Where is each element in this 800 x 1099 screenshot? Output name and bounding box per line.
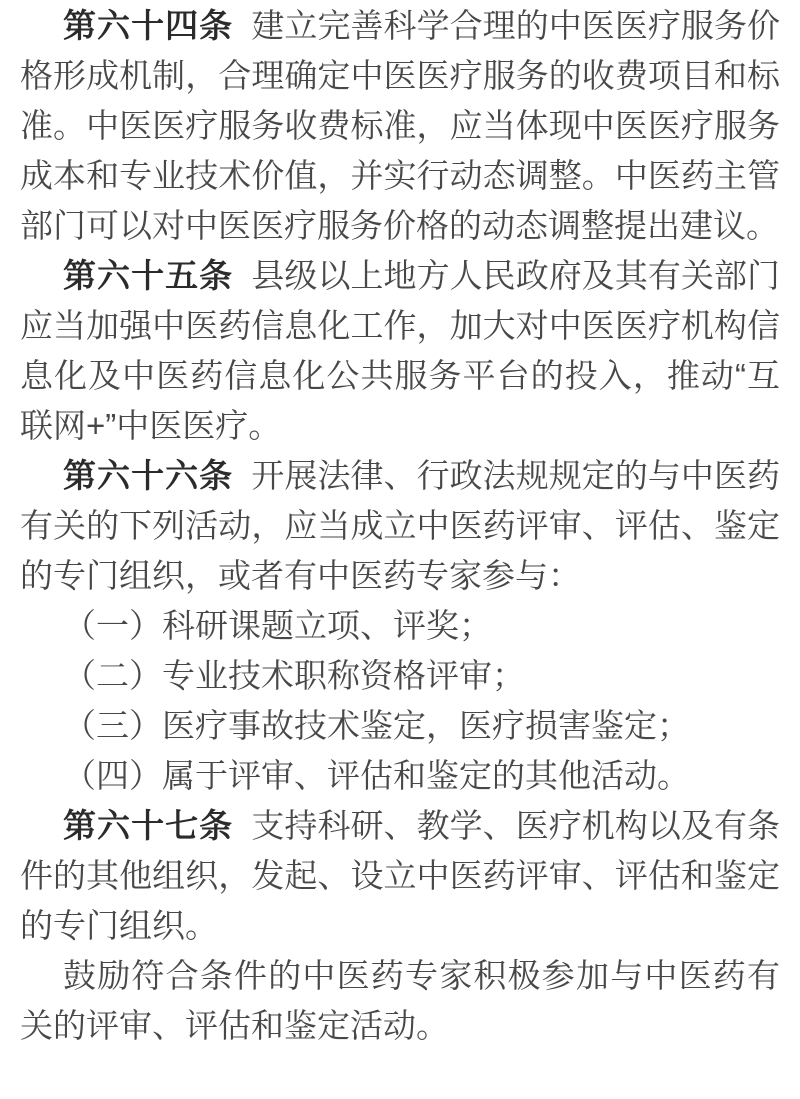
- list-item-4: [20, 751, 780, 801]
- closing-paragraph: [20, 951, 780, 1051]
- article-number: 第六十四条: [63, 7, 234, 44]
- list-item-text: （三）医疗事故技术鉴定，医疗损害鉴定；: [63, 707, 690, 744]
- paragraph-text: 鼓励符合条件的中医药专家积极参加与中医药有关的评审、评估和鉴定活动。: [20, 957, 780, 1044]
- article-body-text: 县级以上地方人民政府及其有关部门应当加强中医药信息化工作，加大对中医医疗机构信息化及中医药信息化公共服务平台的投入，推动“互联网+”中医医疗。: [20, 257, 781, 444]
- article-body-text: 开展法律、行政法规规定的与中医药有关的下列活动，应当成立中医药评审、评估、鉴定的专门组织，或者有中医药专家参与：: [20, 457, 781, 594]
- list-item-text: （二）专业技术职称资格评审；: [63, 657, 525, 694]
- article-paragraph-66: [20, 451, 780, 601]
- article-paragraph-67: [20, 801, 780, 951]
- article-number: 第六十五条: [63, 257, 234, 294]
- list-item-3: [20, 701, 780, 751]
- article-number: 第六十六条: [63, 457, 234, 494]
- article-number: 第六十七条: [63, 807, 234, 844]
- list-item-text: （一）科研课题立项、评奖；: [63, 607, 492, 644]
- list-item-1: [20, 601, 780, 651]
- list-item-2: [20, 651, 780, 701]
- article-paragraph-65: [20, 251, 780, 451]
- article-body-text: 建立完善科学合理的中医医疗服务价格形成机制，合理确定中医医疗服务的收费项目和标准。中医医疗服务收费标准，应当体现中医医疗服务成本和专业技术价值，并实行动态调整。中医药主管部门可以对中医医疗服务价格的动态调整提出建议。: [20, 7, 781, 244]
- list-item-text: （四）属于评审、评估和鉴定的其他活动。: [63, 757, 690, 794]
- article-paragraph-64: [20, 1, 780, 251]
- article-body-text: 支持科研、教学、医疗机构以及有条件的其他组织，发起、设立中医药评审、评估和鉴定的专门组织。: [20, 807, 781, 944]
